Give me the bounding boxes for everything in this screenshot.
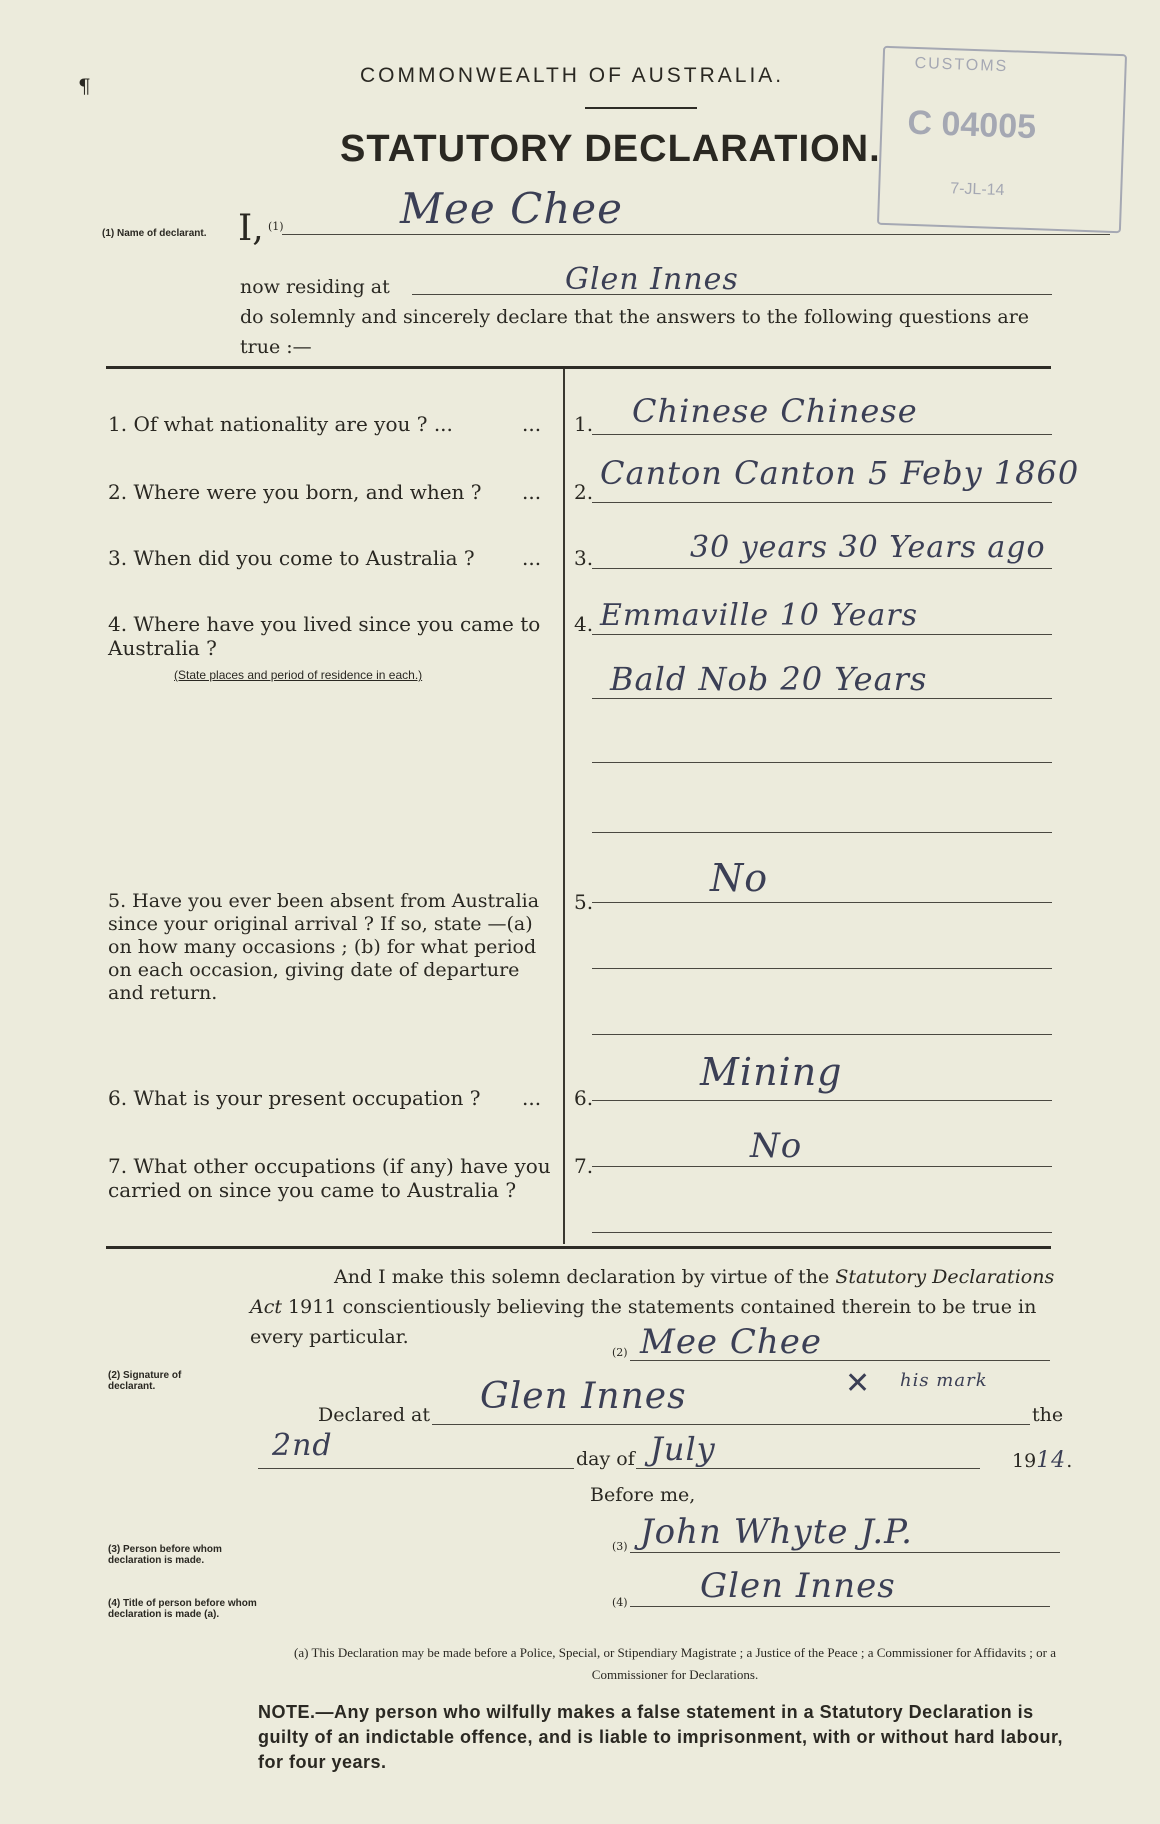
month-line	[636, 1468, 980, 1469]
answer-3: 30 years 30 Years ago	[690, 530, 1046, 565]
question-3: 3. When did you come to Australia ?	[108, 546, 475, 570]
year-suffix: 14	[1036, 1448, 1067, 1473]
person-line	[630, 1552, 1060, 1553]
signature-ref: (2)	[612, 1346, 628, 1359]
answer-3-num: 3.	[574, 546, 594, 570]
person-value: John Whyte J.P.	[640, 1512, 913, 1552]
mark-note: his mark	[900, 1370, 988, 1391]
question-4: 4. Where have you lived since you came to Australia ?	[108, 612, 541, 660]
answer-1: Chinese Chinese	[632, 392, 918, 430]
residing-label: now residing at	[240, 276, 390, 298]
declaration-text-d: 1911 conscientiously believing the statements contained therein to be true in every particular.	[250, 1296, 1037, 1348]
answer-4-line-2	[592, 698, 1052, 699]
answer-4-num: 4.	[574, 612, 594, 636]
footnote: (a) This Declaration may be made before a Police, Special, or Stipendiary Magistrate ; a Justice of the Peace ; a Commissioner for Affidavits ; or a Commissioner for Declarations.	[294, 1645, 1056, 1682]
residence-value: Glen Innes	[565, 262, 739, 297]
year-prefix: 19	[1012, 1450, 1037, 1472]
question-2: 2. Where were you born, and when ?	[108, 480, 482, 504]
stamp-number: C 04005	[906, 103, 1037, 147]
answer-2-num: 2.	[574, 480, 594, 504]
answer-7-line-1	[592, 1166, 1052, 1167]
answer-5-line-3	[592, 1034, 1052, 1035]
answer-4-line-1	[592, 634, 1052, 635]
declarant-ref: (1)	[268, 220, 284, 233]
question-6: 6. What is your present occupation ?	[108, 1086, 481, 1110]
answer-1-num: 1.	[574, 412, 594, 436]
stamp-date: 7-JL-14	[949, 180, 1005, 200]
column-divider	[563, 369, 565, 1244]
header-commonwealth: COMMONWEALTH OF AUSTRALIA.	[360, 64, 785, 87]
margin-label-name: (1) Name of declarant.	[102, 228, 207, 239]
answer-2: Canton Canton 5 Feby 1860	[600, 454, 1080, 492]
answer-4-line2: Bald Nob 20 Years	[610, 660, 928, 698]
question-1: 1. Of what nationality are you ? ...	[108, 412, 453, 436]
question-2-dots: ...	[522, 480, 542, 504]
page-mark: ¶	[78, 74, 91, 98]
page-title: STATUTORY DECLARATION.	[340, 128, 881, 170]
answer-4-line-3	[592, 762, 1052, 763]
declared-at-label: Declared at	[318, 1404, 431, 1426]
answer-5-num: 5.	[574, 890, 594, 914]
answer-6-num: 6.	[574, 1086, 594, 1110]
declaration-text-c: Act	[250, 1296, 282, 1318]
name-line	[282, 234, 1110, 235]
margin-label-title: (4) Title of person before whom declaration is made (a).	[108, 1598, 257, 1620]
day-of-label: day of	[576, 1448, 635, 1470]
table-top-rule	[106, 366, 1051, 369]
cross-mark: ✕	[845, 1366, 871, 1401]
declarant-name: Mee Chee	[400, 184, 623, 233]
answer-1-line	[592, 434, 1052, 435]
answer-2-line	[592, 502, 1052, 503]
answer-4-line1: Emmaville 10 Years	[600, 598, 918, 633]
day-value: 2nd	[272, 1428, 333, 1463]
answer-3-line	[592, 568, 1052, 569]
stamp-text: CUSTOMS	[914, 54, 1009, 76]
person-ref: (3)	[612, 1540, 628, 1553]
the-label: the	[1032, 1404, 1064, 1426]
answer-6: Mining	[700, 1050, 843, 1094]
title-ref: (4)	[612, 1596, 628, 1609]
question-3-dots: ...	[522, 546, 542, 570]
declaration-text-b: Statutory Declarations	[835, 1266, 1055, 1288]
month-value: July	[650, 1430, 716, 1468]
title-value: Glen Innes	[700, 1566, 896, 1606]
declarant-signature: Mee Chee	[640, 1322, 823, 1362]
day-line	[258, 1468, 574, 1469]
question-4-subtext: (State places and period of residence in each.)	[174, 668, 423, 682]
declaration-text-a: And I make this solemn declaration by virtue of the	[334, 1266, 830, 1288]
declare-text: do solemnly and sincerely declare that the answers to the following questions are true :—	[240, 306, 1030, 358]
table-bottom-rule	[106, 1246, 1051, 1249]
question-7: 7. What other occupations (if any) have you carried on since you came to Australia ?	[108, 1154, 551, 1202]
margin-label-signature: (2) Signature of declarant.	[108, 1370, 182, 1392]
answer-5-line-1	[592, 902, 1052, 903]
title-line	[630, 1606, 1050, 1607]
declarant-prefix: I,	[238, 208, 264, 249]
customs-stamp	[877, 46, 1127, 233]
before-me: Before me,	[590, 1484, 696, 1506]
answer-4-line-4	[592, 832, 1052, 833]
answer-7-num: 7.	[574, 1154, 594, 1178]
header-divider	[585, 107, 697, 109]
answer-5: No	[710, 856, 769, 900]
declared-at-line	[432, 1424, 1030, 1425]
margin-label-person: (3) Person before whom declaration is made.	[108, 1544, 222, 1566]
answer-7-line-2	[592, 1232, 1052, 1233]
question-1-dots: ...	[522, 412, 542, 436]
question-5: 5. Have you ever been absent from Australia since your original arrival ? If so, state —(a) on how many occasions ; (b) for what period on each occasion, giving date of departure and return.	[108, 890, 540, 1004]
answer-7: No	[750, 1126, 803, 1166]
year-display: 1914.	[1012, 1448, 1073, 1473]
declared-at-value: Glen Innes	[480, 1376, 687, 1417]
question-6-dots: ...	[522, 1086, 542, 1110]
answer-6-line	[592, 1100, 1052, 1101]
legal-note: NOTE.—Any person who wilfully makes a false statement in a Statutory Declaration is guilty of an indictable offence, and is liable to imprisonment, with or without hard labour, for four years.	[258, 1702, 1064, 1772]
answer-5-line-2	[592, 968, 1052, 969]
